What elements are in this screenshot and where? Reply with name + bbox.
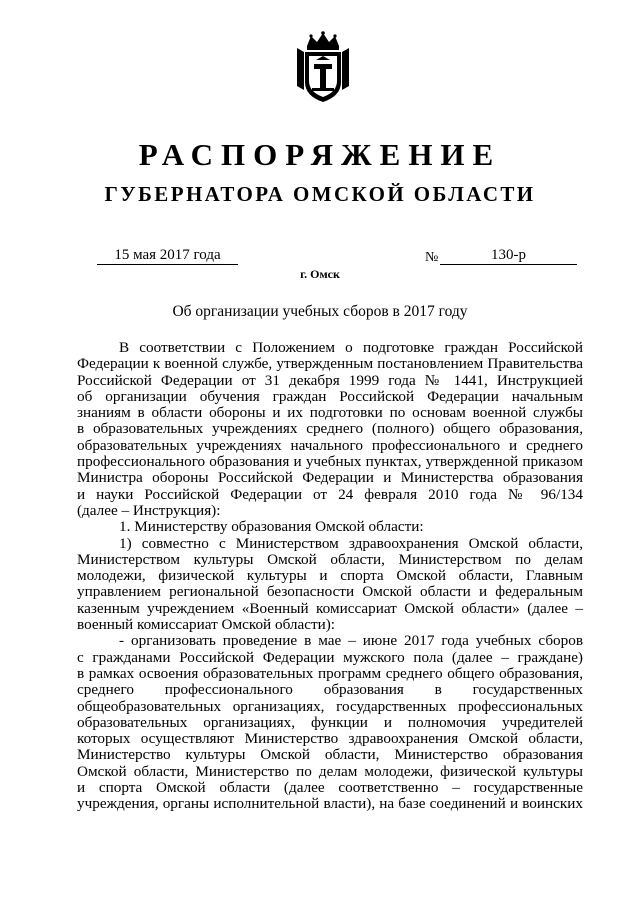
document-date: 15 мая 2017 года bbox=[97, 247, 238, 265]
paragraph bbox=[77, 519, 583, 535]
text-line: (далее – Инструкция): bbox=[77, 501, 221, 519]
text-line: казенным учреждением «Военный комиссариат Омской области» (далее – bbox=[77, 599, 583, 617]
text-line: в образовательных учреждениях среднего (полного) общего образования, bbox=[77, 420, 583, 438]
text-line: управлением региональной безопасности Омской области и федеральным bbox=[77, 583, 583, 601]
document-body bbox=[77, 340, 583, 813]
text-line: 1) совместно с Министерством здравоохранения Омской области, bbox=[119, 534, 583, 552]
text-line: Министерством культуры Омской области, Министерством по делам bbox=[77, 550, 583, 568]
text-line: Омской области, Министерство по делам молодежи, физической культуры bbox=[77, 762, 583, 780]
document-subtitle: ГУБЕРНАТОРА ОМСКОЙ ОБЛАСТИ bbox=[104, 182, 536, 206]
text-line: военный комиссариат Омской области): bbox=[77, 616, 336, 634]
text-line: об организации обучения граждан Российской Федерации начальным bbox=[77, 387, 583, 405]
text-line: в рамках освоения образовательных программ среднего общего образования, bbox=[77, 664, 583, 682]
number-sign: № bbox=[425, 250, 439, 265]
text-line: молодежи, физической культуры и спорта Омской области, Главным bbox=[77, 567, 583, 585]
text-line: и спорта Омской области (далее соответственно – государственные bbox=[77, 779, 583, 797]
text-line: Министерство культуры Омской области, Министерство образования bbox=[77, 746, 583, 764]
text-line: 1. Министерству образования Омской области: bbox=[119, 518, 424, 536]
paragraph bbox=[77, 340, 583, 519]
document-heading: Об организации учебных сборов в 2017 году bbox=[172, 303, 468, 320]
text-line: учреждения, органы исполнительной власти), на базе соединений и воинских bbox=[77, 795, 583, 813]
document-city: г. Омск bbox=[300, 267, 340, 281]
document-title: РАСПОРЯЖЕНИЕ bbox=[138, 137, 502, 172]
text-line: образовательных организациях, функции и полномочия учредителей bbox=[77, 713, 583, 731]
text-line: - организовать проведение в мае – июне 2017 года учебных сборов bbox=[119, 632, 583, 650]
text-line: Министра обороны Российской Федерации и Министерства образования bbox=[77, 469, 583, 487]
text-line: и науки Российской Федерации от 24 февраля 2010 года № 96/134 bbox=[77, 485, 583, 503]
omsk-coat-of-arms-icon bbox=[293, 30, 353, 105]
text-line: образовательных учреждениях начального профессионального и среднего bbox=[77, 436, 583, 454]
text-line: профессионального образования и учебных пунктах, утвержденной приказом bbox=[77, 453, 583, 471]
text-line: которых осуществляют Министерство здравоохранения Омской области, bbox=[77, 730, 583, 748]
text-line: общеобразовательных организациях, государственных профессиональных bbox=[77, 697, 583, 715]
text-line: В соответствии с Положением о подготовке граждан Российской bbox=[119, 339, 583, 356]
document-number: 130-р bbox=[440, 247, 577, 265]
text-line: Российской Федерации от 31 декабря 1999 года № 1441, Инструкцией bbox=[77, 371, 583, 389]
text-line: знаниям в области обороны и их подготовки по основам военной службы bbox=[77, 404, 583, 422]
paragraph bbox=[77, 536, 583, 634]
text-line: среднего профессионального образования в государственных bbox=[77, 681, 583, 699]
text-line: Федерации к военной службе, утвержденным постановлением Правительства bbox=[77, 355, 583, 373]
paragraph bbox=[77, 633, 583, 812]
text-line: с гражданами Российской Федерации мужского пола (далее – граждане) bbox=[77, 648, 583, 666]
